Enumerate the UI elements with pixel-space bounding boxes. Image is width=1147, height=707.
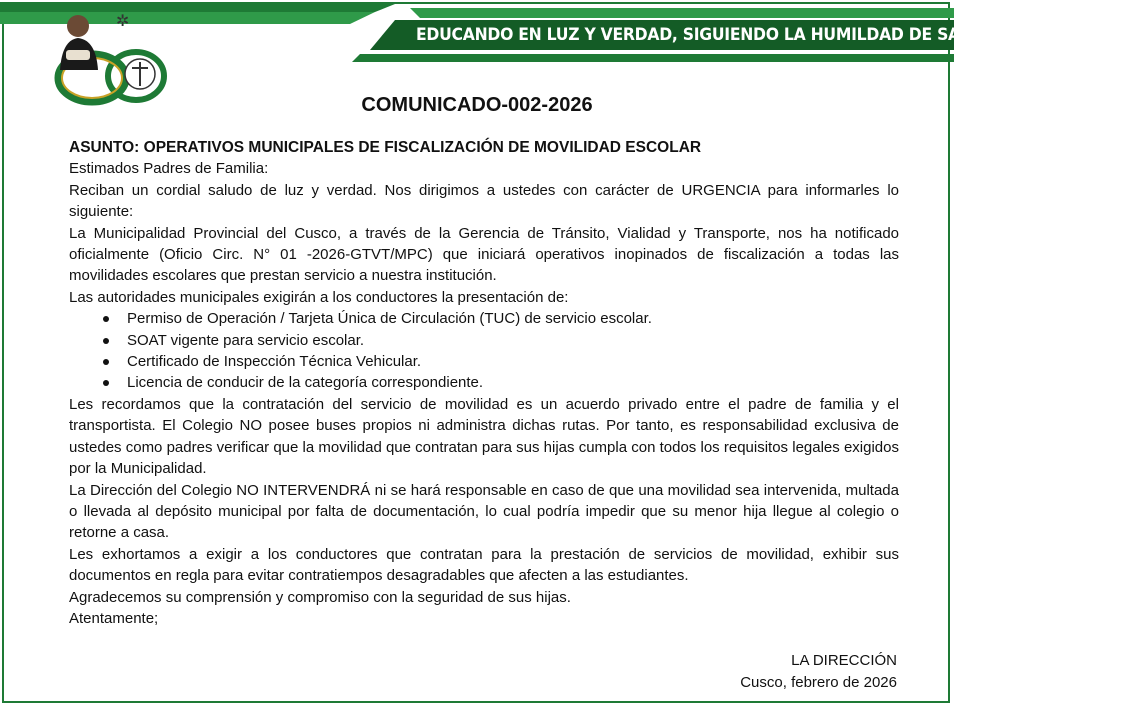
document-body: [69, 137, 899, 629]
document-title: COMUNICADO-002-2026: [361, 94, 593, 116]
paragraph-thanks: Agradecemos su comprensión y compromiso con la seguridad de sus hijas.: [69, 588, 571, 606]
school-logo: [40, 6, 170, 106]
top-right-band: [410, 8, 954, 18]
signature-block: [740, 650, 897, 693]
saint-head-icon: [67, 15, 89, 37]
signature: LA DIRECCIÓN: [791, 652, 897, 669]
star-icon: ✲: [116, 11, 130, 30]
paragraph-intro: Reciban un cordial saludo de luz y verdad. Nos dirigimos a ustedes con carácter de URGENCIA para informarles lo siguiente:: [69, 181, 899, 221]
subject-line: ASUNTO: OPERATIVOS MUNICIPALES DE FISCALIZACIÓN DE MOVILIDAD ESCOLAR: [69, 139, 702, 156]
paragraph-notice: La Municipalidad Provincial del Cusco, a través de la Gerencia de Tránsito, Vialidad y Transporte, nos ha notificado oficialmente (Oficio Circ. N° 01 -2026-GTVT/MPC) que iniciará operativos inopinados de fiscalización a todas las movilidades escolares que prestan servicio a nuestra institución.: [69, 224, 899, 285]
saint-collar-icon: [66, 50, 90, 60]
requirements-list: [69, 308, 899, 394]
list-item: SOAT vigente para servicio escolar.: [127, 330, 899, 351]
bottom-right-band: [352, 54, 954, 62]
school-motto: EDUCANDO EN LUZ Y VERDAD, SIGUIENDO LA HUMILDAD DE SAN MARTÍN DE PORRES: [416, 25, 1147, 45]
list-item: Certificado de Inspección Técnica Vehicular.: [127, 351, 899, 372]
greeting: Estimados Padres de Familia:: [69, 160, 269, 178]
paragraph-requirements-intro: Las autoridades municipales exigirán a los conductores la presentación de:: [69, 288, 569, 306]
list-item: Permiso de Operación / Tarjeta Única de Circulación (TUC) de servicio escolar.: [127, 308, 899, 329]
list-item: Licencia de conducir de la categoría correspondiente.: [127, 372, 899, 393]
paragraph-disclaimer: La Dirección del Colegio NO INTERVENDRÁ ni se hará responsable en caso de que una movilidad sea intervenida, multada o llevada al depósito municipal por falta de documentación, lo cual podría impedir que su menor hija llegue al colegio o retorne a casa.: [69, 481, 899, 542]
paragraph-responsibility: Les recordamos que la contratación del servicio de movilidad es un acuerdo privado entre el padre de familia y el transportista. El Colegio NO posee buses propios ni administra dichas rutas. Por tanto, es responsabilidad exclusiva de ustedes como padres verificar que la movilidad que contratan para sus hijas cumpla con todos los requisitos legales exigidos por la Municipalidad.: [69, 395, 899, 478]
place-date: Cusco, febrero de 2026: [740, 673, 897, 691]
closing: Atentamente;: [69, 609, 159, 627]
paragraph-exhortation: Les exhortamos a exigir a los conductores que contratan para la prestación de servicios de movilidad, exhibir sus documentos en regla para evitar contratiempos desagradables que afecten a las estudiantes.: [69, 545, 899, 585]
